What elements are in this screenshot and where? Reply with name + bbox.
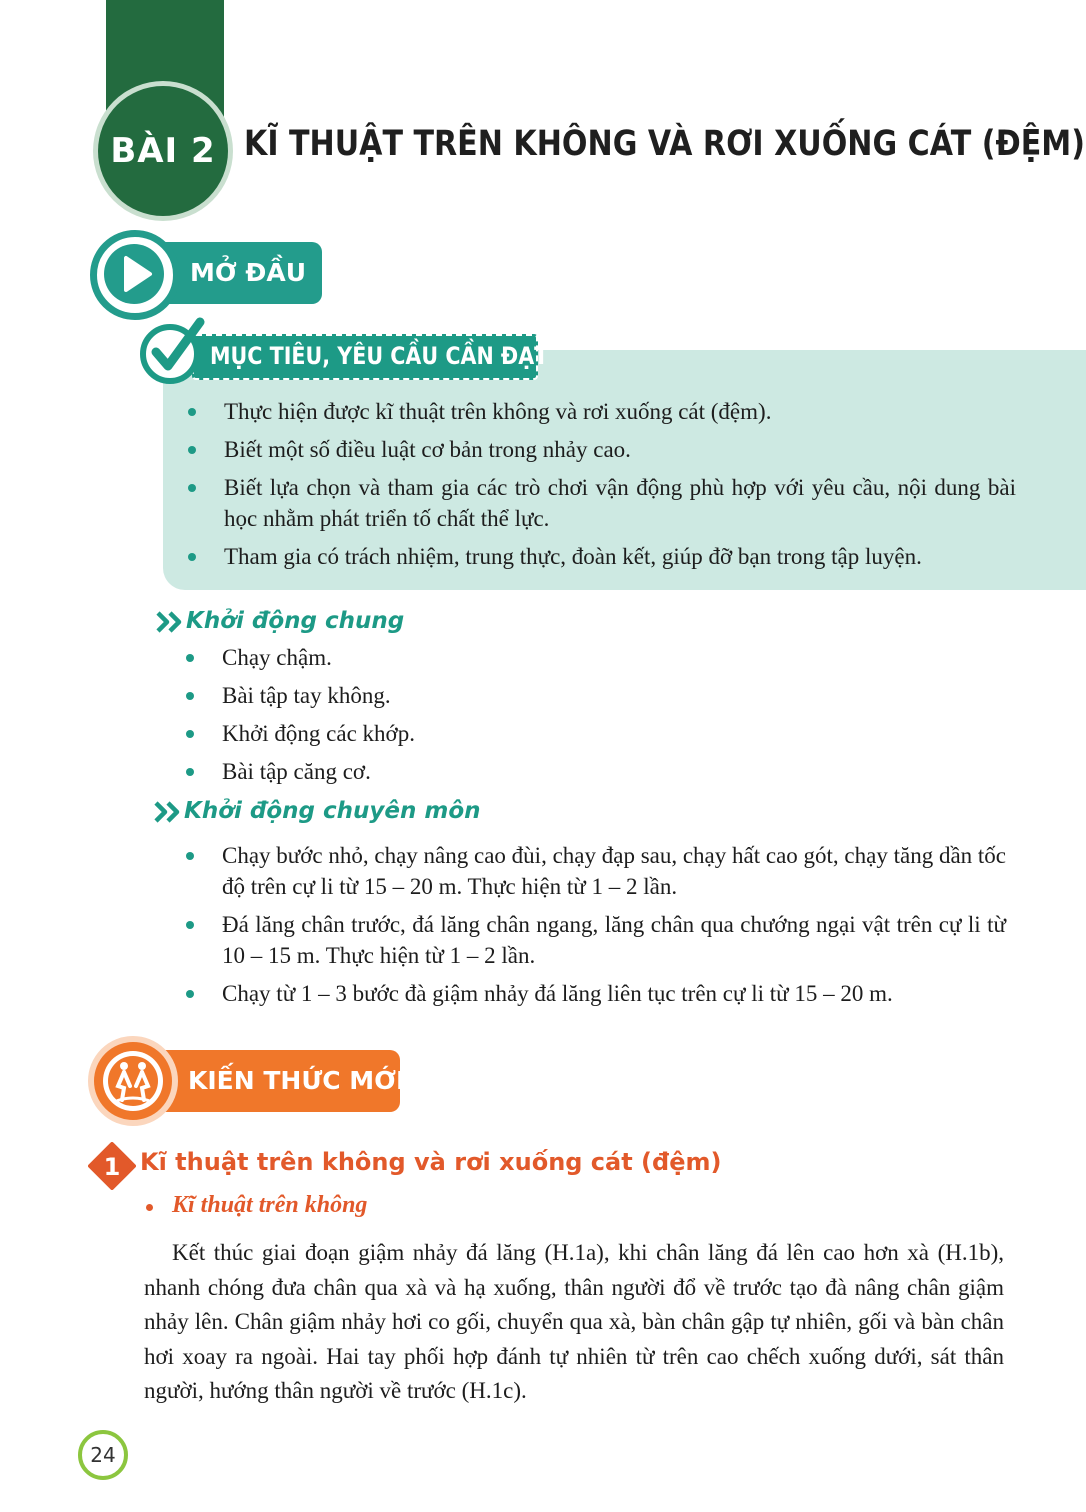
athletes-icon: [88, 1036, 178, 1126]
list-item: Biết lựa chọn và tham gia các trò chơi vận động phù hợp với yêu cầu, nội dung bài học nhằm phát triển tố chất thể lực.: [188, 472, 1016, 534]
play-icon: [104, 244, 164, 304]
lesson-badge: BÀI 2: [98, 86, 228, 216]
body-paragraph: Kết thúc giai đoạn giậm nhảy đá lăng (H.1a), khi chân lăng đá lên cao hơn xà (H.1b), nhanh chóng đưa chân qua xà và hạ xuống, thân người đổ về trước tạo đà nâng chân giậm nhảy lên. Chân giậm nhảy hơi co gối, chuyển qua xà, bàn chân gập tự nhiên, gối và bàn chân hơi xoay ra ngoài. Hai tay phối hợp đánh tự nhiên từ trên cao chếch xuống dưới, sát thân người, hướng thân người về trước (H.1c).: [144, 1240, 1004, 1403]
list-item: Bài tập căng cơ.: [186, 756, 786, 787]
list-item: Chạy bước nhỏ, chạy nâng cao đùi, chạy đạp sau, chạy hất cao gót, chạy tăng dần tốc độ trên cự li từ 15 – 20 m. Thực hiện từ 1 – 2 lần.: [186, 840, 1006, 902]
double-chevron-icon: [153, 800, 183, 829]
list-item: Biết một số điều luật cơ bản trong nhảy cao.: [188, 434, 1016, 465]
lesson-title: KĨ THUẬT TRÊN KHÔNG VÀ RƠI XUỐNG CÁT (ĐỆM): [244, 124, 1085, 164]
list-item: Khởi động các khớp.: [186, 718, 786, 749]
intro-label: MỞ ĐẦU: [190, 258, 307, 287]
section-number-icon: [88, 1142, 136, 1195]
warmup-general-list: [186, 642, 786, 794]
warmup-special-list: [186, 840, 1006, 1016]
section-subtitle: Kĩ thuật trên không: [172, 1192, 368, 1218]
new-knowledge-label: KIẾN THỨC MỚI: [188, 1066, 406, 1095]
bullet-dot: [146, 1204, 153, 1211]
section-number: 1: [103, 1153, 121, 1181]
checkmark-icon: [138, 316, 210, 391]
section-title: Kĩ thuật trên không và rơi xuống cát (đệm): [140, 1148, 722, 1176]
objectives-list: [188, 396, 1016, 579]
list-item: Đá lăng chân trước, đá lăng chân ngang, lăng chân qua chướng ngại vật trên cự li từ 10 – 15 m. Thực hiện từ 1 – 2 lần.: [186, 909, 1006, 971]
list-item: Tham gia có trách nhiệm, trung thực, đoàn kết, giúp đỡ bạn trong tập luyện.: [188, 541, 1016, 572]
warmup-special-title: Khởi động chuyên môn: [184, 798, 481, 824]
list-item: Bài tập tay không.: [186, 680, 786, 711]
page-number: 24: [78, 1430, 128, 1480]
warmup-general-title: Khởi động chung: [186, 608, 405, 634]
list-item: Thực hiện được kĩ thuật trên không và rơi xuống cát (đệm).: [188, 396, 1016, 427]
double-chevron-icon: [155, 610, 185, 639]
list-item: Chạy chậm.: [186, 642, 786, 673]
list-item: Chạy từ 1 – 3 bước đà giậm nhảy đá lăng liên tục trên cự li từ 15 – 20 m.: [186, 978, 1006, 1009]
objectives-label: MỤC TIÊU, YÊU CẦU CẦN ĐẠT: [210, 342, 549, 370]
